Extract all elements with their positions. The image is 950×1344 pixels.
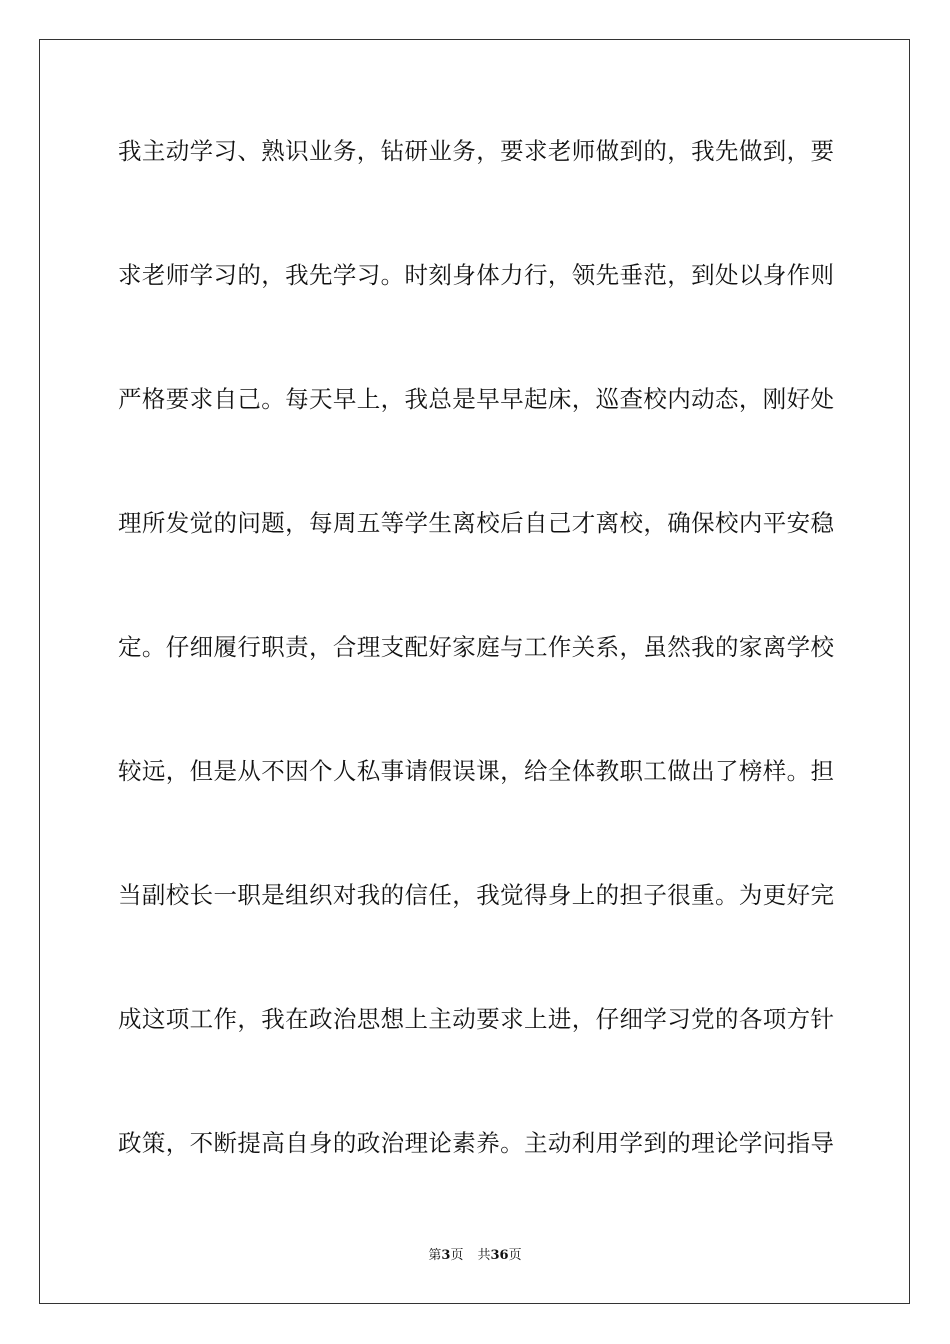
paragraph-line: 我主动学习、熟识业务，钻研业务，要求老师做到的，我先做到，要 xyxy=(118,137,834,165)
paragraph-line: 定。仔细履行职责，合理支配好家庭与工作关系，虽然我的家离学校 xyxy=(118,633,834,661)
paragraph-line: 求老师学习的，我先学习。时刻身体力行，领先垂范，到处以身作则 xyxy=(118,261,834,289)
paragraph-line: 严格要求自己。每天早上，我总是早早起床，巡查校内动态，刚好处 xyxy=(118,385,834,413)
page-border xyxy=(39,39,910,1304)
paragraph-line: 政策，不断提高自身的政治理论素养。主动利用学到的理论学问指导 xyxy=(118,1129,834,1157)
total-suffix: 页 xyxy=(508,1248,522,1263)
page-suffix: 页 xyxy=(450,1248,464,1263)
page-footer xyxy=(0,1246,950,1266)
paragraph-line: 较远，但是从不因个人私事请假误课，给全体教职工做出了榜样。担 xyxy=(118,757,834,785)
page-prefix: 第 xyxy=(428,1248,442,1263)
total-pages: 36 xyxy=(490,1248,509,1263)
total-prefix: 共 xyxy=(477,1248,491,1263)
paragraph-line: 理所发觉的问题，每周五等学生离校后自己才离校，确保校内平安稳 xyxy=(118,509,834,537)
paragraph-line: 当副校长一职是组织对我的信任，我觉得身上的担子很重。为更好完 xyxy=(118,881,834,909)
paragraph-line: 成这项工作，我在政治思想上主动要求上进，仔细学习党的各项方针 xyxy=(118,1005,834,1033)
page-number: 3 xyxy=(441,1248,451,1263)
